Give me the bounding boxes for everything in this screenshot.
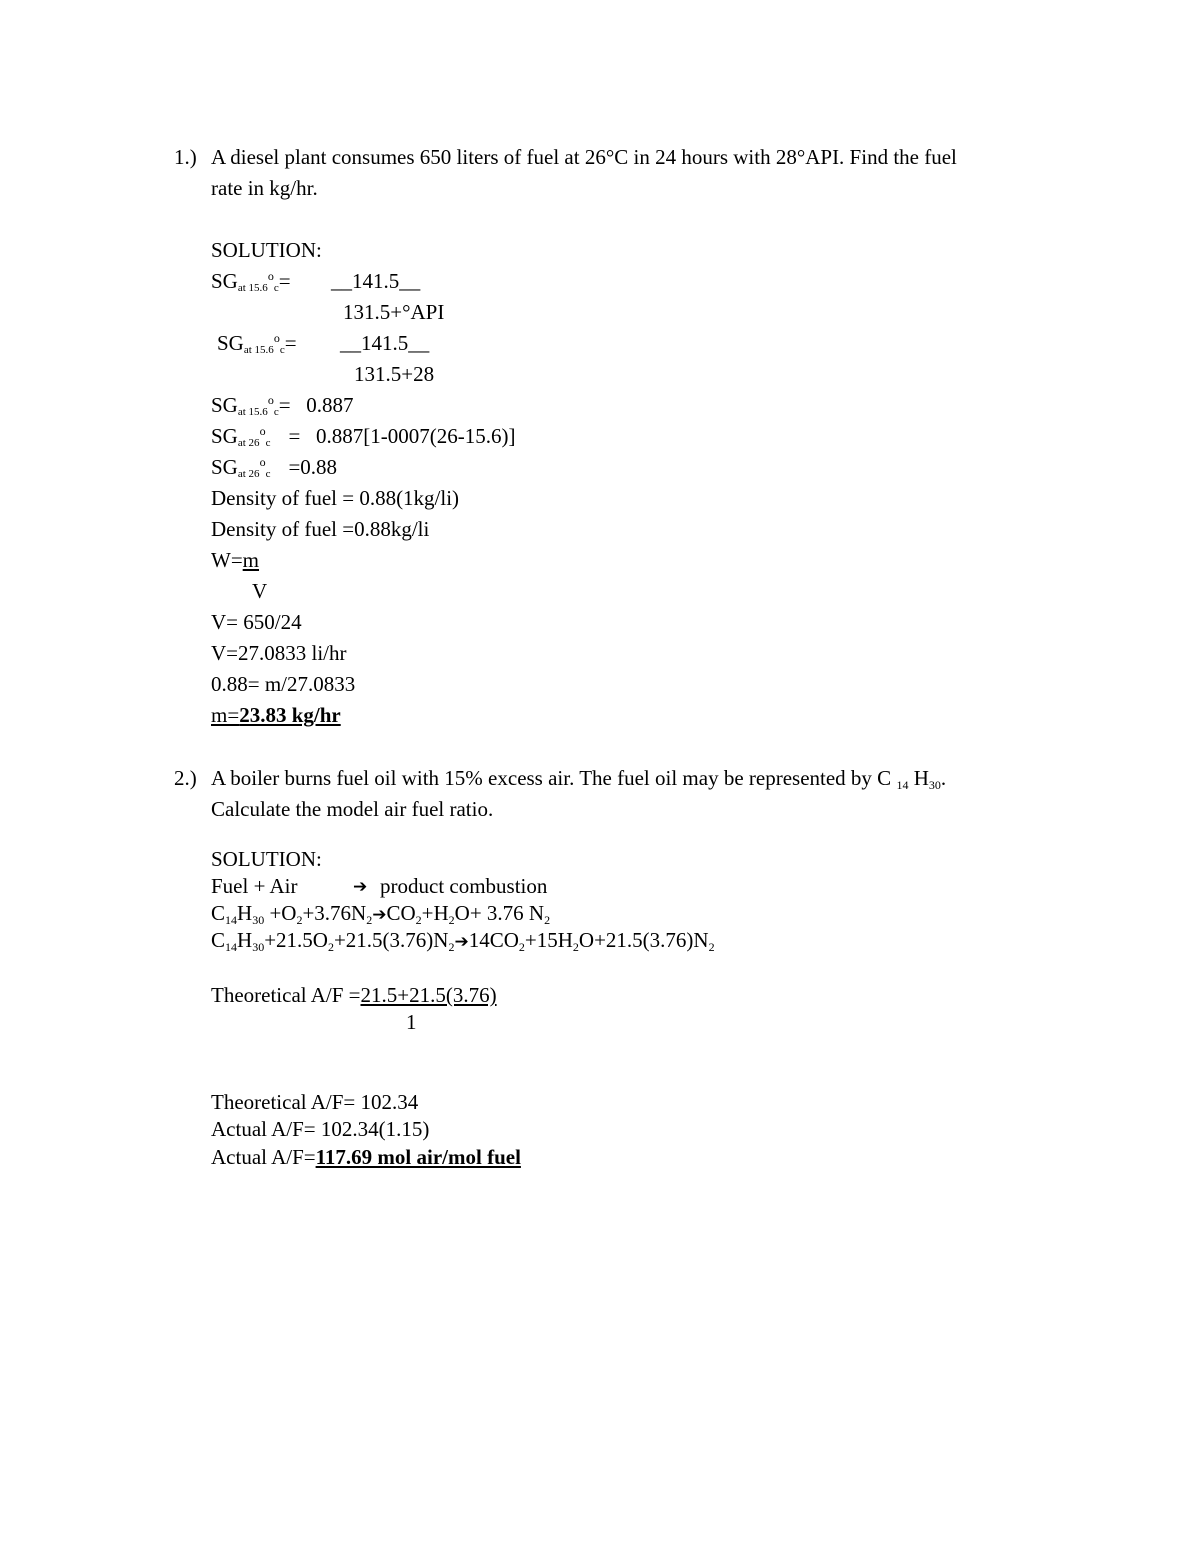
reaction-equation-1: $C_{14}H_{30}$ $+O_2+3.76N_2➔CO_2+H_2O+ 3.76$ $N_2$ (211, 901, 551, 927)
product-combustion-text: product combustion (380, 874, 548, 898)
reaction-2-arrow-icon: ➔ (454, 932, 469, 952)
actual-af-line: Actual A/F= 102.34(1.15) (211, 1117, 430, 1141)
density-line-2: Density of fuel =0.88kg/li (211, 517, 430, 541)
sg-eq2-lhs: SGat $15.6^oc=$ (217, 331, 297, 356)
problem-1-answer: m=23.83 kg/hr (211, 703, 341, 727)
problem-1-statement-line-1: A diesel plant consumes 650 liters of fuel at 26°C in 24 hours with 28°API. Find the fuel (211, 145, 957, 169)
w-formula-denominator: V (252, 579, 268, 603)
sg-eq2-denominator: 131.5+28 (354, 362, 435, 386)
problem-2-number: 2.) (174, 766, 197, 790)
problem-2-statement-line-2: Calculate the model air fuel ratio. (211, 797, 494, 821)
problem-2-statement-line-1: A boiler burns fuel oil with 15% excess air. The fuel oil may be represented by C $_{14}$ $H_{30}$. (211, 766, 947, 792)
sg-eq5: SGat $26^oc =0.88$ (211, 455, 338, 480)
sg-eq1-numerator: __141.5__ (331, 269, 421, 293)
theoretical-af-denominator: 1 (406, 1010, 417, 1034)
reaction-equation-2: $C_{14}H_{30}+21.5O_2+21.5(3.76)N_2➔14CO_2+15H_2O+21.5(3.76)N_2$ (211, 928, 715, 954)
problem-2-answer: Actual A/F=117.69 mol air/mol fuel (211, 1145, 521, 1169)
reaction-arrow-icon: ➔ (353, 877, 368, 897)
w-formula: W=m (211, 548, 260, 572)
v-line-1: V= 650/24 (211, 610, 302, 634)
sg-eq4: SGat $26^oc = 0.887[1-0007(26-15.6)]$ (211, 424, 516, 449)
theoretical-af-formula: Theoretical A/F =21.5+21.5(3.76) (211, 983, 497, 1007)
fuel-air-text: Fuel + Air (211, 874, 298, 898)
v-line-2: V=27.0833 li/hr (211, 641, 347, 665)
sg-eq1-denominator: 131.5+°API (343, 300, 445, 324)
sg-eq1-lhs: SGat $15.6^oc=$ (211, 269, 291, 294)
problem-1-statement-line-2: rate in kg/hr. (211, 176, 318, 200)
reaction-1-arrow-icon: ➔ (372, 905, 387, 925)
m-equation: 0.88= m/27.0833 (211, 672, 356, 696)
problem-2-solution-label: SOLUTION: (211, 847, 322, 871)
theoretical-af-result: Theoretical A/F= 102.34 (211, 1090, 419, 1114)
sg-eq2-numerator: __141.5__ (340, 331, 430, 355)
problem-1-number: 1.) (174, 145, 197, 169)
density-line-1: Density of fuel = 0.88(1kg/li) (211, 486, 460, 510)
sg-eq3: SGat $15.6^oc= 0.887$ (211, 393, 354, 418)
problem-1-solution-label: SOLUTION: (211, 238, 322, 262)
